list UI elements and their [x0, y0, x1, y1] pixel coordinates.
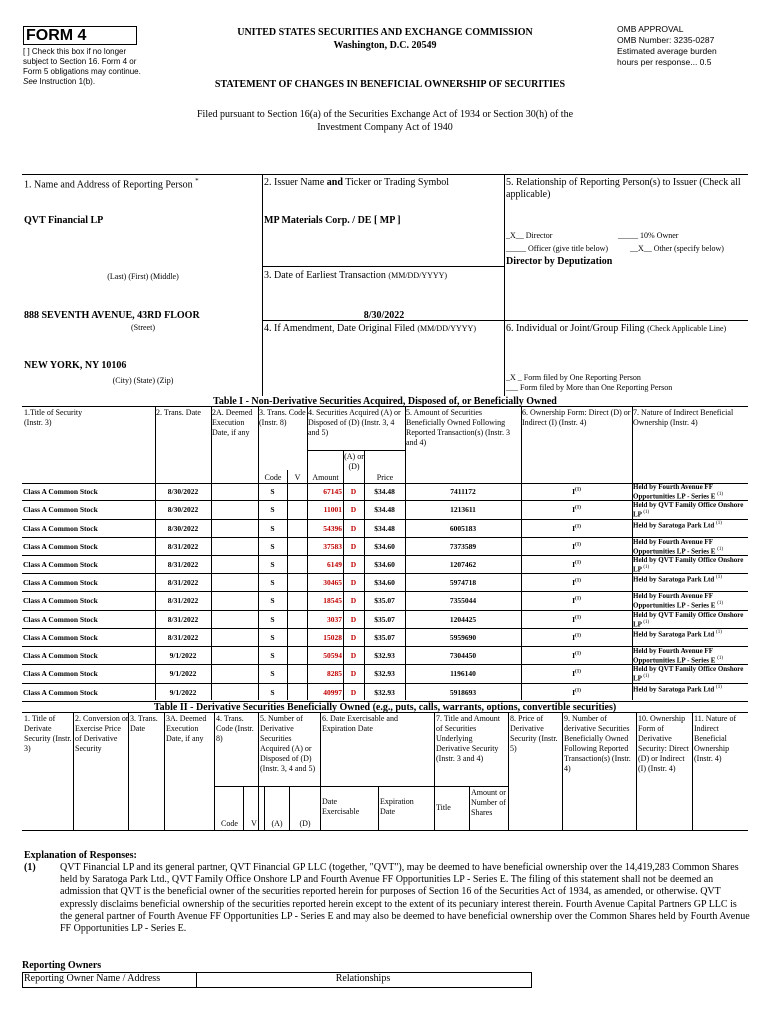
box2-label: 2. Issuer Name and Ticker or Trading Symbol: [264, 177, 450, 188]
cell-form: $I^{(1)}$: [521, 592, 632, 610]
table-row: [22, 592, 748, 610]
city-state-zip: NEW YORK, NY 10106: [24, 360, 127, 371]
cell-form: $I^{(1)}$: [521, 665, 632, 683]
cell-code: S: [258, 646, 287, 664]
cell-form: $I^{(1)}$: [521, 610, 632, 628]
t2-sh-d: (D): [299, 819, 311, 828]
cell-ad: D: [343, 501, 364, 519]
cell-price: $34.48: [364, 483, 405, 501]
name-sublabel: (Last) (First) (Middle): [107, 272, 179, 281]
cell-date: 8/31/2022: [155, 592, 211, 610]
cell-form: $I^{(1)}$: [521, 501, 632, 519]
earliest-transaction-date: 8/30/2022: [363, 310, 405, 321]
cell-title: Class A Common Stock: [22, 555, 155, 573]
cell-nature: Held by Saratoga Park Ltd $^{(1)}$: [632, 683, 748, 701]
cell-empty: [287, 592, 307, 610]
footnote-label: (1): [24, 862, 36, 873]
ro-col1: Reporting Owner Name / Address: [24, 973, 161, 984]
t1-sh-aord: (A) or (D): [344, 452, 364, 471]
table-row: [22, 665, 748, 683]
table-row: [22, 501, 748, 519]
cell-nature: Held by Fourth Avenue FF Opportunities LP - Series E $^{(1)}$: [632, 592, 748, 610]
cell-title: Class A Common Stock: [22, 537, 155, 555]
cell-code: S: [258, 501, 287, 519]
footnote-text: QVT Financial LP and its general partner, QVT Financial GP LLC (together, "QVT"), may be deemed to have beneficial ownership over the 14,419,283 Common Shares held by Saratoga Park Ltd., QVT Family Office Onshore LP and Fourth Avenue FF Opportunities LP - Series E. The filing of this statement shall not be deemed an admission that QVT is the beneficial owner of the securities reported herein for purposes of Section 16 of the Securities Act of 1934, as amended, or otherwise. QVT expressly disclaims beneficial ownership of the securities reported herein except to the extent of its pecuniary interest therein. Fourth Avenue Capital Partners GP LLC is the general partner of Fourth Avenue FF Opportunities LP - Series E and may also be deemed to have beneficial ownership over the Common Shares held by Fourth Avenue FF Opportunities LP - Series E.: [60, 862, 750, 935]
cell-price: $35.07: [364, 628, 405, 646]
cell-ad: D: [343, 483, 364, 501]
cell-date: 8/31/2022: [155, 628, 211, 646]
cell-code: S: [258, 537, 287, 555]
cell-price: $34.48: [364, 501, 405, 519]
cell-form: $I^{(1)}$: [521, 574, 632, 592]
cell-empty: [211, 610, 258, 628]
cell-owned: 7411172: [405, 483, 521, 501]
cell-price: $35.07: [364, 610, 405, 628]
cell-empty: [287, 537, 307, 555]
cell-form: $I^{(1)}$: [521, 646, 632, 664]
cell-price: $32.93: [364, 646, 405, 664]
t2-sh-code: Code: [221, 819, 238, 828]
cell-price: $34.48: [364, 519, 405, 537]
cell-owned: 5974718: [405, 574, 521, 592]
t1-h-deemed: 2A. Deemed Execution Date, if any: [212, 408, 253, 437]
cell-date: 8/31/2022: [155, 537, 211, 555]
cell-owned: 1204425: [405, 610, 521, 628]
t2-h11: 11. Nature of Indirect Beneficial Ownership (Instr. 4): [694, 714, 737, 763]
table1-title: Table I - Non-Derivative Securities Acquired, Disposed of, or Beneficially Owned: [213, 396, 557, 407]
cell-amount: 11001: [307, 501, 343, 519]
cell-empty: [287, 574, 307, 592]
t2-h10: 10. Ownership Form of Derivative Security: Direct (D) or Indirect (I) (Instr. 4): [638, 714, 689, 773]
t2-sh-amount: Amount or Number of Shares: [471, 788, 506, 817]
cell-price: $32.93: [364, 683, 405, 701]
statement-title: STATEMENT OF CHANGES IN BENEFICIAL OWNERSHIP OF SECURITIES: [214, 79, 566, 90]
relationship-ten-pct: _____ 10% Owner: [618, 231, 679, 240]
cell-nature: Held by QVT Family Office Onshore LP $^{(1)}$: [632, 555, 748, 573]
cell-owned: 5918693: [405, 683, 521, 701]
t2-h2: 2. Conversion or Exercise Price of Derivative Security: [75, 714, 129, 753]
agency-line2: Washington, D.C. 20549: [333, 40, 437, 51]
cell-price: $32.93: [364, 665, 405, 683]
cell-date: 9/1/2022: [155, 683, 211, 701]
cell-title: Class A Common Stock: [22, 501, 155, 519]
cell-empty: [287, 519, 307, 537]
cell-empty: [211, 537, 258, 555]
t1-h-date: 2. Trans. Date: [156, 408, 201, 417]
t2-h9: 9. Number of derivative Securities Beneficially Owned Following Reported Transaction(s) (Instr. 4): [564, 714, 631, 773]
table2-title: Table II - Derivative Securities Beneficially Owned (e.g., puts, calls, warrants, options, convertible securities): [153, 702, 617, 713]
cell-empty: [287, 665, 307, 683]
t2-h8: 8. Price of Derivative Security (Instr. 5): [510, 714, 558, 753]
cell-owned: 5959690: [405, 628, 521, 646]
t2-h3: 3. Trans. Date: [130, 714, 158, 733]
cell-amount: 67145: [307, 483, 343, 501]
cell-owned: 1196140: [405, 665, 521, 683]
cell-ad: D: [343, 519, 364, 537]
street-address: 888 SEVENTH AVENUE, 43RD FLOOR: [24, 310, 200, 321]
cell-nature: Held by Fourth Avenue FF Opportunities LP - Series E $^{(1)}$: [632, 537, 748, 555]
cell-ad: D: [343, 555, 364, 573]
table-row: [22, 610, 748, 628]
cell-date: 8/31/2022: [155, 555, 211, 573]
cell-amount: 8285: [307, 665, 343, 683]
t1-sh-v: V: [294, 473, 301, 482]
table-row: [22, 519, 748, 537]
cell-date: 9/1/2022: [155, 665, 211, 683]
table-row: [22, 574, 748, 592]
t2-h3a: 3A. Deemed Execution Date, if any: [166, 714, 207, 743]
cell-amount: 40997: [307, 683, 343, 701]
cell-owned: 7304450: [405, 646, 521, 664]
table-row: [22, 483, 748, 501]
cell-nature: Held by Saratoga Park Ltd $^{(1)}$: [632, 574, 748, 592]
cell-empty: [211, 592, 258, 610]
cell-owned: 7355044: [405, 592, 521, 610]
cell-amount: 6149: [307, 555, 343, 573]
t2-h5: 5. Number of Derivative Securities Acquired (A) or Disposed of (D) (Instr. 3, 4 and 5): [260, 714, 316, 773]
t1-h-title: 1.Title of Security (Instr. 3): [24, 408, 83, 427]
cell-form: $I^{(1)}$: [521, 519, 632, 537]
cell-ad: D: [343, 683, 364, 701]
cell-empty: [211, 555, 258, 573]
cell-code: S: [258, 592, 287, 610]
cell-ad: D: [343, 628, 364, 646]
table-row: [22, 537, 748, 555]
cell-code: S: [258, 574, 287, 592]
cell-code: S: [258, 555, 287, 573]
t2-h1: 1. Title of Derivate Security (Instr. 3): [24, 714, 72, 753]
cell-amount: 37583: [307, 537, 343, 555]
cell-price: $34.60: [364, 555, 405, 573]
cell-title: Class A Common Stock: [22, 628, 155, 646]
cell-price: $34.60: [364, 574, 405, 592]
ro-col2: Relationships: [335, 973, 391, 984]
cell-empty: [287, 646, 307, 664]
cell-code: S: [258, 483, 287, 501]
cell-form: $I^{(1)}$: [521, 683, 632, 701]
table1-rows: [22, 483, 748, 702]
cell-ad: D: [343, 665, 364, 683]
cell-empty: [287, 483, 307, 501]
filed-pursuant: Filed pursuant to Section 16(a) of the Securities Exchange Act of 1934 or Section 30(h) of the Investment Company Act of 1940: [196, 109, 574, 133]
agency-line1: UNITED STATES SECURITIES AND EXCHANGE COMMISSION: [237, 27, 533, 38]
cell-empty: [211, 574, 258, 592]
cell-ad: D: [343, 610, 364, 628]
cell-form: $I^{(1)}$: [521, 537, 632, 555]
cell-form: $I^{(1)}$: [521, 483, 632, 501]
cell-title: Class A Common Stock: [22, 483, 155, 501]
cell-owned: 6005183: [405, 519, 521, 537]
box5-label: 5. Relationship of Reporting Person(s) to Issuer (Check all applicable): [506, 177, 741, 200]
t2-sh-title: Title: [436, 803, 451, 812]
cell-amount: 30465: [307, 574, 343, 592]
cell-nature: Held by Saratoga Park Ltd $^{(1)}$: [632, 519, 748, 537]
cell-empty: [211, 628, 258, 646]
city-sublabel: (City) (State) (Zip): [112, 376, 174, 385]
box6-label: 6. Individual or Joint/Group Filing (Check Applicable Line): [506, 323, 727, 334]
cell-amount: 54396: [307, 519, 343, 537]
cell-date: 8/31/2022: [155, 610, 211, 628]
form-title: FORM 4: [23, 26, 137, 45]
reporting-owners-heading: Reporting Owners: [22, 960, 102, 971]
cell-amount: 18545: [307, 592, 343, 610]
cell-date: 9/1/2022: [155, 646, 211, 664]
cell-amount: 50594: [307, 646, 343, 664]
t1-h-amount5: 5. Amount of Securities Beneficially Owned Following Reported Transaction(s) (Instr. 3 and 4): [406, 408, 510, 447]
checkbox-note: [ ] Check this box if no longer subject to Section 16. Form 4 or Form 5 obligations may continue. See Instruction 1(b).: [23, 47, 141, 86]
cell-code: S: [258, 610, 287, 628]
cell-code: S: [258, 683, 287, 701]
t2-h6: 6. Date Exercisable and Expiration Date: [322, 714, 398, 733]
cell-code: S: [258, 665, 287, 683]
cell-title: Class A Common Stock: [22, 574, 155, 592]
cell-ad: D: [343, 646, 364, 664]
box3-label: 3. Date of Earliest Transaction (MM/DD/YYYY): [264, 270, 448, 281]
cell-ad: D: [343, 537, 364, 555]
reporting-person-name: QVT Financial LP: [24, 215, 104, 226]
cell-empty: [287, 501, 307, 519]
cell-nature: Held by Fourth Avenue FF Opportunities LP - Series E $^{(1)}$: [632, 646, 748, 664]
t1-sh-code: Code: [264, 473, 282, 482]
cell-title: Class A Common Stock: [22, 646, 155, 664]
t2-sh-a: (A): [271, 819, 283, 828]
cell-title: Class A Common Stock: [22, 610, 155, 628]
cell-date: 8/30/2022: [155, 501, 211, 519]
t1-h-ownform: 6. Ownership Form: Direct (D) or Indirect (I) (Instr. 4): [522, 408, 631, 427]
cell-empty: [211, 683, 258, 701]
cell-owned: 1213611: [405, 501, 521, 519]
cell-title: Class A Common Stock: [22, 665, 155, 683]
cell-empty: [211, 519, 258, 537]
t1-sh-amount: Amount: [312, 473, 339, 482]
cell-title: Class A Common Stock: [22, 683, 155, 701]
cell-empty: [211, 483, 258, 501]
filing-opt2: ___ Form filed by More than One Reporting Person: [506, 383, 673, 392]
cell-ad: D: [343, 574, 364, 592]
t2-h4: 4. Trans. Code (Instr. 8): [216, 714, 254, 743]
cell-date: 8/30/2022: [155, 519, 211, 537]
cell-empty: [287, 555, 307, 573]
cell-nature: Held by QVT Family Office Onshore LP $^{(1)}$: [632, 501, 748, 519]
t2-sh-v: V: [251, 819, 257, 828]
relationship-specify: Director by Deputization: [506, 256, 613, 267]
t2-sh-date-ex: Date Exercisable: [322, 797, 360, 816]
t2-sh-exp: Expiration Date: [380, 797, 414, 816]
cell-form: $I^{(1)}$: [521, 628, 632, 646]
table-row: [22, 683, 748, 701]
cell-title: Class A Common Stock: [22, 519, 155, 537]
t1-h-code: 3. Trans. Code (Instr. 8): [259, 408, 306, 427]
table-row: [22, 555, 748, 573]
issuer-name: MP Materials Corp. / DE [ MP ]: [264, 215, 401, 226]
cell-amount: 15028: [307, 628, 343, 646]
cell-ad: D: [343, 592, 364, 610]
cell-owned: 1207462: [405, 555, 521, 573]
cell-title: Class A Common Stock: [22, 592, 155, 610]
t1-sh-price: Price: [376, 473, 394, 482]
table-row: [22, 628, 748, 646]
t1-h-acq: 4. Securities Acquired (A) or Disposed of (D) (Instr. 3, 4 and 5): [308, 408, 401, 437]
cell-nature: Held by Fourth Avenue FF Opportunities LP - Series E $^{(1)}$: [632, 483, 748, 501]
table-row: [22, 646, 748, 664]
cell-date: 8/31/2022: [155, 574, 211, 592]
cell-empty: [211, 501, 258, 519]
street-sublabel: (Street): [131, 323, 155, 332]
t2-h7: 7. Title and Amount of Securities Underlying Derivative Security (Instr. 3 and 4): [436, 714, 501, 763]
relationship-officer: _____ Officer (give title below): [506, 244, 609, 253]
t1-h-nature: 7. Nature of Indirect Beneficial Ownership (Instr. 4): [633, 408, 734, 427]
cell-empty: [287, 683, 307, 701]
cell-empty: [211, 646, 258, 664]
filing-opt1: _X _ Form filed by One Reporting Person: [506, 373, 641, 382]
cell-amount: 3037: [307, 610, 343, 628]
cell-code: S: [258, 628, 287, 646]
cell-form: $I^{(1)}$: [521, 555, 632, 573]
cell-owned: 7373589: [405, 537, 521, 555]
cell-price: $35.07: [364, 592, 405, 610]
cell-code: S: [258, 519, 287, 537]
omb-approval: OMB APPROVAL OMB Number: 3235-0287 Estimated average burden hours per response... 0.5: [617, 24, 717, 67]
explanation-heading: Explanation of Responses:: [24, 850, 137, 861]
cell-nature: Held by QVT Family Office Onshore LP $^{(1)}$: [632, 610, 748, 628]
cell-price: $34.60: [364, 537, 405, 555]
cell-date: 8/30/2022: [155, 483, 211, 501]
cell-nature: Held by QVT Family Office Onshore LP $^{(1)}$: [632, 665, 748, 683]
box1-label: 1. Name and Address of Reporting Person *: [24, 177, 199, 191]
relationship-director: _X__ Director: [506, 231, 553, 240]
cell-empty: [211, 665, 258, 683]
cell-nature: Held by Saratoga Park Ltd $^{(1)}$: [632, 628, 748, 646]
cell-empty: [287, 628, 307, 646]
cell-empty: [287, 610, 307, 628]
relationship-other: __X__ Other (specify below): [630, 244, 724, 253]
box4-label: 4. If Amendment, Date Original Filed (MM/DD/YYYY): [264, 323, 476, 334]
